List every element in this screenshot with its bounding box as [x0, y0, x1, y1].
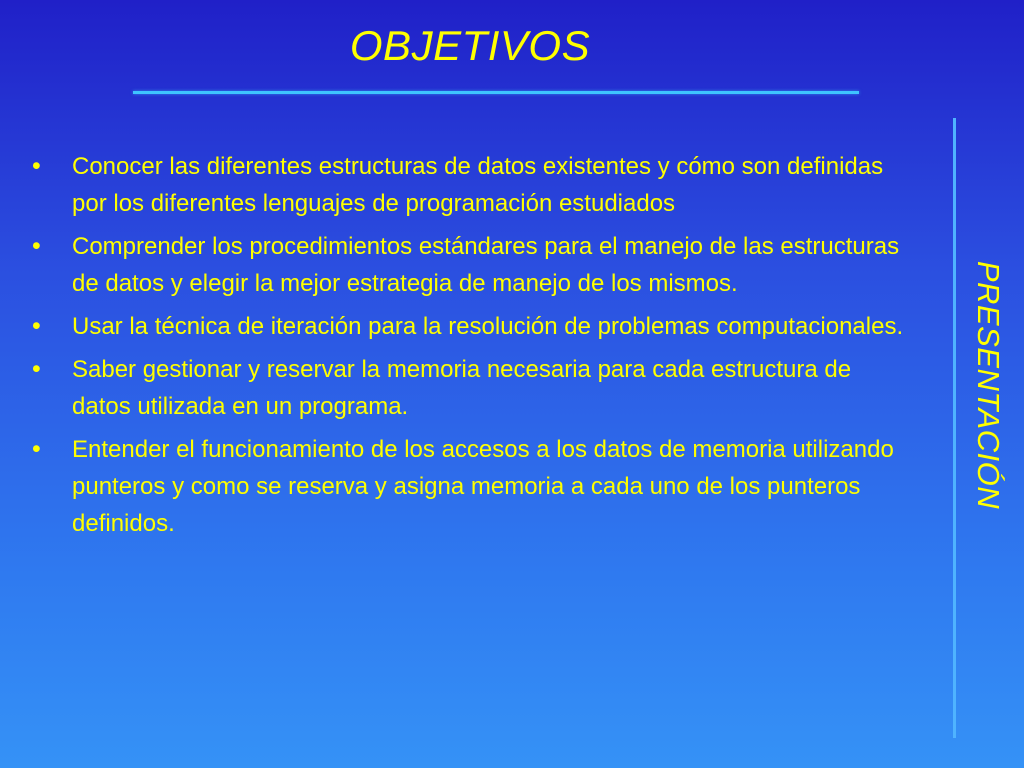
bullet-text: Comprender los procedimientos estándares para el manejo de las estructuras de datos y elegir la mejor estrategia de manejo de los mismos. — [72, 233, 900, 297]
list-item — [30, 228, 910, 302]
bullet-text: Entender el funcionamiento de los accesos a los datos de memoria utilizando punteros y como se reserva y asigna memoria a cada uno de los punteros definidos. — [72, 436, 894, 537]
list-item — [30, 351, 910, 425]
bullet-text: Saber gestionar y reservar la memoria necesaria para cada estructura de datos utilizada en un programa. — [72, 356, 852, 420]
bullet-icon: • — [32, 152, 41, 180]
slide-title: OBJETIVOS — [349, 22, 591, 69]
bullet-icon: • — [32, 232, 41, 260]
title-underline — [133, 91, 859, 94]
list-item — [30, 431, 910, 542]
objectives-list — [30, 148, 910, 548]
list-item — [30, 148, 910, 222]
bullet-text: Usar la técnica de iteración para la resolución de problemas computacionales. — [72, 313, 904, 340]
bullet-icon: • — [32, 435, 41, 463]
side-divider — [953, 118, 956, 738]
list-item — [30, 308, 910, 345]
bullet-icon: • — [32, 312, 41, 340]
section-label: PRESENTACIÓN — [971, 260, 1006, 510]
bullet-text: Conocer las diferentes estructuras de datos existentes y cómo son definidas por los diferentes lenguajes de programación estudiados — [72, 153, 884, 217]
bullet-icon: • — [32, 355, 41, 383]
